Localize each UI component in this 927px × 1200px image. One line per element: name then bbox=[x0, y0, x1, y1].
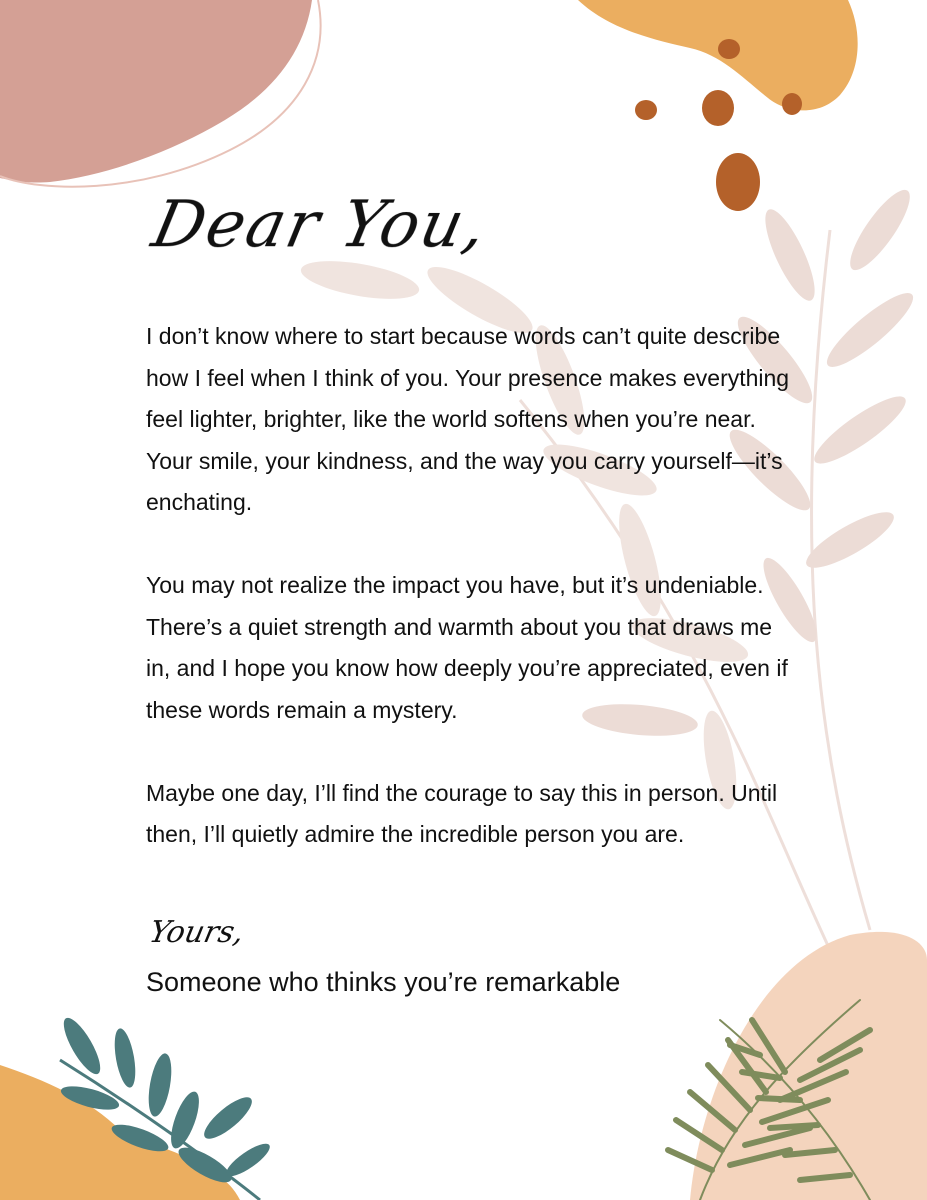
letter-paragraph: You may not realize the impact you have, but it’s undeniable. There’s a quiet strength and warmth about you that draws me in, and I hope you know how deeply you’re appreciated, even if these words remain a mystery. bbox=[146, 572, 788, 723]
rust-dot bbox=[716, 153, 760, 211]
rust-dot bbox=[702, 90, 734, 126]
letter-paragraph: I don’t know where to start because words can’t quite describe how I feel when I think of you. Your presence makes everything feel lighter, brighter, like the world softens when you’re near. Your smile, your kindness, and the way you carry yourself—it’s enchating. bbox=[146, 323, 790, 515]
rose-blob-shape bbox=[0, 0, 312, 183]
rust-dot bbox=[718, 39, 740, 59]
letter-signature: Someone who thinks you’re remarkable bbox=[146, 967, 621, 997]
rust-dot bbox=[635, 100, 657, 120]
letter-paragraph: Maybe one day, I’ll find the courage to say this in person. Until then, I’ll quietly admire the incredible person you are. bbox=[146, 779, 778, 847]
letter-body bbox=[146, 316, 796, 897]
letter-greeting: Dear You, bbox=[146, 188, 495, 262]
letter-closing: Yours, bbox=[146, 915, 248, 950]
peach-blob-bottom-right bbox=[690, 932, 927, 1200]
rust-dot bbox=[782, 93, 802, 115]
